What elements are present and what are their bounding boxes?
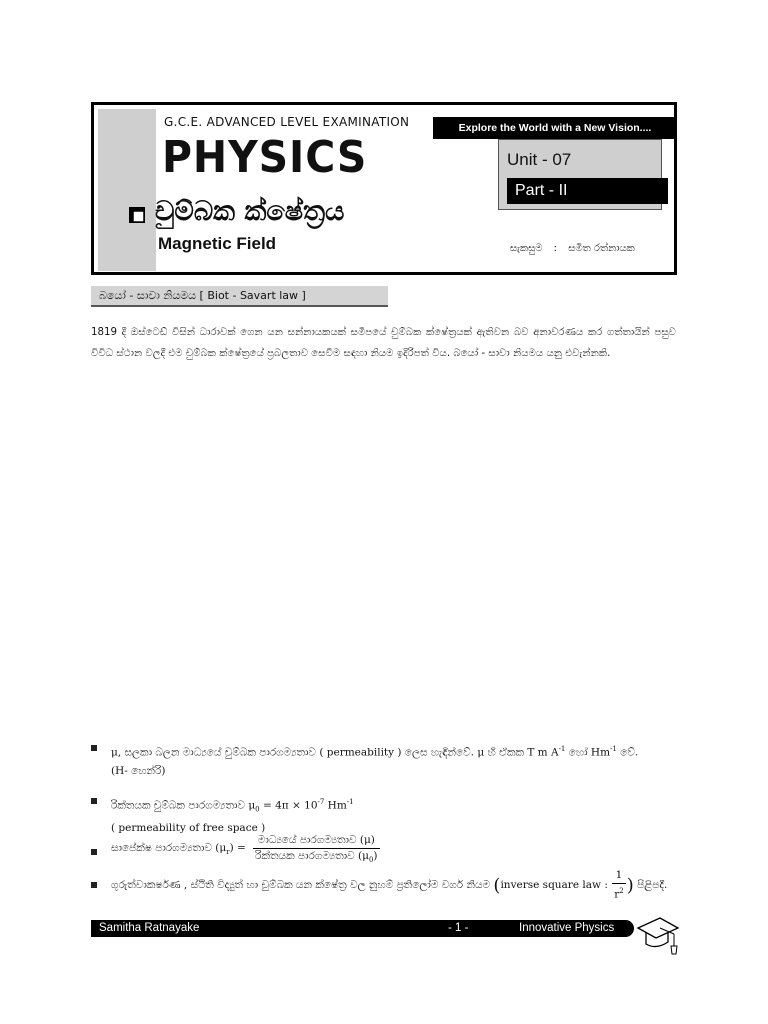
author-name: සමිත රත්නායක bbox=[568, 243, 635, 254]
inverse-square-fraction: $\frac{1}{r^2}$ bbox=[614, 869, 624, 901]
author-credit bbox=[510, 243, 635, 254]
list-item bbox=[91, 793, 681, 834]
unit-label: Unit - 07 bbox=[507, 150, 572, 169]
page-footer bbox=[91, 920, 634, 937]
square-bullet-icon bbox=[91, 745, 97, 751]
author-label: සැකසුම bbox=[510, 243, 543, 254]
section-heading: බයෝ - සාවා නියමය [ Biot - Savart law ] bbox=[91, 286, 388, 307]
graduation-cap-icon bbox=[636, 912, 680, 958]
subject-title: PHYSICS bbox=[162, 132, 368, 183]
bullet-text: μ, සලකා බලන මාධ්‍යයේ චුම්බක පාරගම්‍යතාව ( permeability ) ලෙස හැඳින්වේ. μ හි ඒකක T m $A^{-1}$ හෝ $Hm^{-1}$ වේ. (H- හෙන්රි) bbox=[111, 745, 639, 777]
intro-paragraph: 1819 දී ඔස්ටෙඩ් විසින් ධාරාවක් ගෙන යන සන්නායකයක් සමීපයේ චුම්බක ක්ෂේත්‍රයක් ඇතිවන බව අනාවරණය කර ගත්තායින් පසුව විවිධ ස්ථාන වලදී එම චුම්බක ක්ෂේත්‍රයේ ප්‍රබලතාව සෙවීම සඳහා නියම ඉදිරිපත් විය. බයෝ - සාවා නියමය යනු එවැන්නකි. bbox=[91, 327, 676, 359]
chapter-title-sinhala: චුම්බක ක්ෂේත්‍රය bbox=[155, 196, 345, 227]
page-number: - 1 - bbox=[448, 922, 469, 934]
list-item bbox=[91, 868, 681, 904]
bullet-text: රික්තයක චුම්බක පාරගම්‍යතාව $\mu_0 = 4\pi \times 10^{-7}$ $Hm^{-1}$ ( permeability of free space ) bbox=[111, 798, 354, 834]
square-bullet-icon bbox=[91, 798, 97, 804]
chapter-title-english: Magnetic Field bbox=[158, 234, 277, 253]
bullet-text: සාපේක්ෂ පාරගම්‍යතාව $(\mu_r)$ = $\frac{\text{මාධ්‍යයේ පාරගම්‍යතාව (μ)}}{රික්තයක පාරගම්‍යතාව (\mu_0)}$ bbox=[111, 833, 384, 868]
author-separator: : bbox=[553, 243, 558, 254]
list-item bbox=[91, 740, 681, 780]
list-item bbox=[91, 833, 681, 869]
bullet-text: ගුරුත්වාකර්ෂණ , ස්ථිති විද්‍යුත් හා චුම්බක යන ක්ෂේත්‍ර වල නුහම් ප්‍රතිලෝම වර්ග නියම (inverse square law : $\frac{1}{r^2}$ ) පිළිපදී. bbox=[111, 869, 668, 901]
exam-label: G.C.E. ADVANCED LEVEL EXAMINATION bbox=[164, 115, 410, 129]
footer-brand: Innovative Physics bbox=[519, 922, 615, 934]
square-bullet-icon bbox=[91, 849, 97, 855]
square-bullet-icon bbox=[91, 882, 97, 888]
footer-author: Samitha Ratnayake bbox=[99, 922, 200, 934]
checkbox-bullet-icon bbox=[128, 206, 146, 224]
header-side-bar bbox=[98, 109, 156, 271]
part-label: Part - II bbox=[507, 178, 668, 204]
relative-permeability-fraction: $\frac{\text{මාධ්‍යයේ පාරගම්‍යතාව (μ)}}{රික්තයක පාරගම්‍යතාව (\mu_0)}$ bbox=[255, 834, 378, 865]
tagline-banner: Explore the World with a New Vision.... bbox=[433, 117, 677, 139]
